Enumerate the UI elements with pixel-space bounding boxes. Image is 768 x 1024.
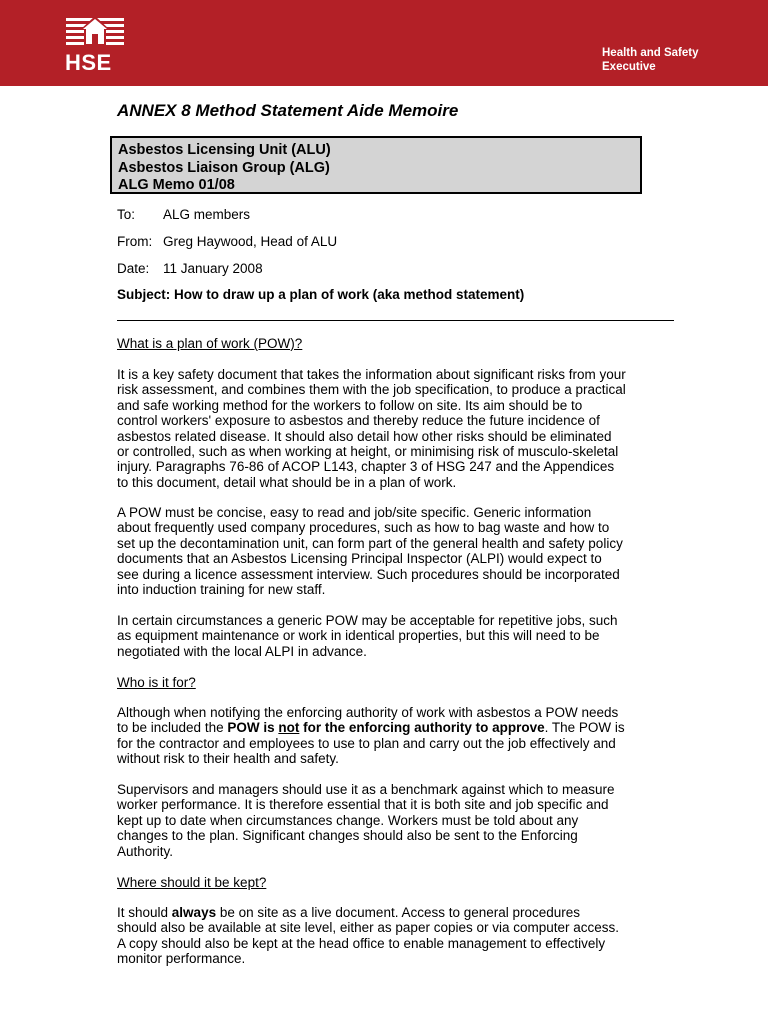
paragraph-line: documents that an Asbestos Licensing Principal Inspector (ALPI) would expect to <box>117 551 602 567</box>
paragraph-pow-concise <box>117 505 677 597</box>
hse-logo-text: HSE <box>65 50 112 75</box>
paragraph-pow-definition <box>117 367 677 490</box>
paragraph-supervisors <box>117 782 677 859</box>
document-title: ANNEX 8 Method Statement Aide Memoire <box>117 101 459 120</box>
paragraph-line: Although when notifying the enforcing authority of work with asbestos a POW needs <box>117 705 619 720</box>
paragraph-line: and safe working method for the workers to follow on site. Its aim should be to <box>117 397 583 413</box>
memo-box-line3: ALG Memo 01/08 <box>118 177 235 193</box>
bold-text-run: POW is <box>227 720 279 736</box>
paragraph-line: asbestos related disease. It should also detail how other risks should be eliminated <box>117 428 612 444</box>
paragraph-line: It is a key safety document that takes the information about significant risks from your <box>117 367 626 382</box>
paragraph-line: to this document, detail what should be in a plan of work. <box>117 474 457 490</box>
paragraph-line: negotiated with the local ALPI in advance. <box>117 643 367 659</box>
bold-underlined-text-run: not <box>278 720 300 736</box>
paragraph-line: Supervisors and managers should use it as a benchmark against which to measure <box>117 782 615 797</box>
text-run: . The POW is <box>544 720 625 736</box>
bold-text-run: always <box>171 905 217 920</box>
paragraph-line <box>117 905 677 920</box>
paragraph-line: changes to the plan. Significant changes should also be sent to the Enforcing <box>117 828 578 844</box>
paragraph-line: into induction training for new staff. <box>117 582 326 598</box>
paragraph-line <box>117 720 677 735</box>
paragraph-generic-pow <box>117 613 677 659</box>
section-heading-who-is-it-for: Who is it for? <box>117 675 196 690</box>
paragraph-line: kept up to date when circumstances change. Workers must be told about any <box>117 812 579 828</box>
paragraph-line: In certain circumstances a generic POW may be acceptable for repetitive jobs, such <box>117 613 618 628</box>
paragraph-line: injury. Paragraphs 76-86 of ACOP L143, chapter 3 of HSG 247 and the Appendices <box>117 459 615 475</box>
memo-box-line2: Asbestos Liaison Group (ALG) <box>118 159 330 176</box>
hse-header-banner <box>0 0 768 86</box>
to-label: To: <box>117 207 136 222</box>
paragraph-line: A POW must be concise, easy to read and job/site specific. Generic information <box>117 505 592 520</box>
paragraph-line: for the contractor and employees to use to plan and carry out the job effectively and <box>117 735 616 751</box>
paragraph-line: control workers' exposure to asbestos and thereby reduce the future incidence of <box>117 413 600 429</box>
paragraph-line: monitor performance. <box>117 951 246 967</box>
paragraph-line: about frequently used company procedures, such as how to bag waste and how to <box>117 520 610 536</box>
paragraph-where-kept <box>117 905 677 967</box>
memo-box-line1: Asbestos Licensing Unit (ALU) <box>118 142 331 158</box>
text-run: It should <box>117 905 172 920</box>
memo-subject: Subject: How to draw up a plan of work (aka method statement) <box>117 287 525 302</box>
section-heading-where-kept: Where should it be kept? <box>117 875 267 890</box>
paragraph-line: should also be available at site level, either as paper copies or via computer access. <box>117 920 620 936</box>
paragraph-line: as equipment maintenance or work in identical properties, but this will need to be <box>117 628 600 644</box>
bold-text-run: for the enforcing authority to approve <box>299 720 545 736</box>
memo-date-field <box>117 261 263 276</box>
memo-info-box <box>110 136 642 194</box>
from-value: Greg Haywood, Head of ALU <box>163 234 338 249</box>
organisation-name <box>602 46 699 74</box>
paragraph-line: or controlled, such as when working at height, or minimising risk of musculo-skeletal <box>117 444 619 460</box>
paragraph-line: risk assessment, and combines them with the job specification, to produce a practical <box>117 382 626 398</box>
to-value: ALG members <box>163 207 251 222</box>
memo-to-field <box>117 207 250 222</box>
paragraph-line: worker performance. It is therefore essential that it is both site and job specific and <box>117 797 609 813</box>
paragraph-line: see during a licence assessment interview. Such procedures should be incorporated <box>117 566 620 582</box>
paragraph-line: without risk to their health and safety. <box>117 751 339 767</box>
organisation-name-line1: Health and Safety <box>602 47 699 59</box>
date-value: 11 January 2008 <box>163 261 263 276</box>
paragraph-line: set up the decontamination unit, can form part of the general health and safety policy <box>117 535 623 551</box>
paragraph-who-is-it-for <box>117 705 677 767</box>
memo-from-field <box>117 234 337 249</box>
divider-rule <box>117 320 674 321</box>
section-heading-what-is-pow: What is a plan of work (POW)? <box>117 336 303 351</box>
text-run: be on site as a live document. Access to general procedures <box>216 905 581 920</box>
date-label: Date: <box>117 261 150 276</box>
organisation-name-line2: Executive <box>602 61 656 73</box>
from-label: From: <box>117 234 153 249</box>
paragraph-line: Authority. <box>117 843 174 859</box>
text-run: to be included the <box>117 720 228 736</box>
paragraph-line: A copy should also be kept at the head office to enable management to effectively <box>117 935 606 951</box>
